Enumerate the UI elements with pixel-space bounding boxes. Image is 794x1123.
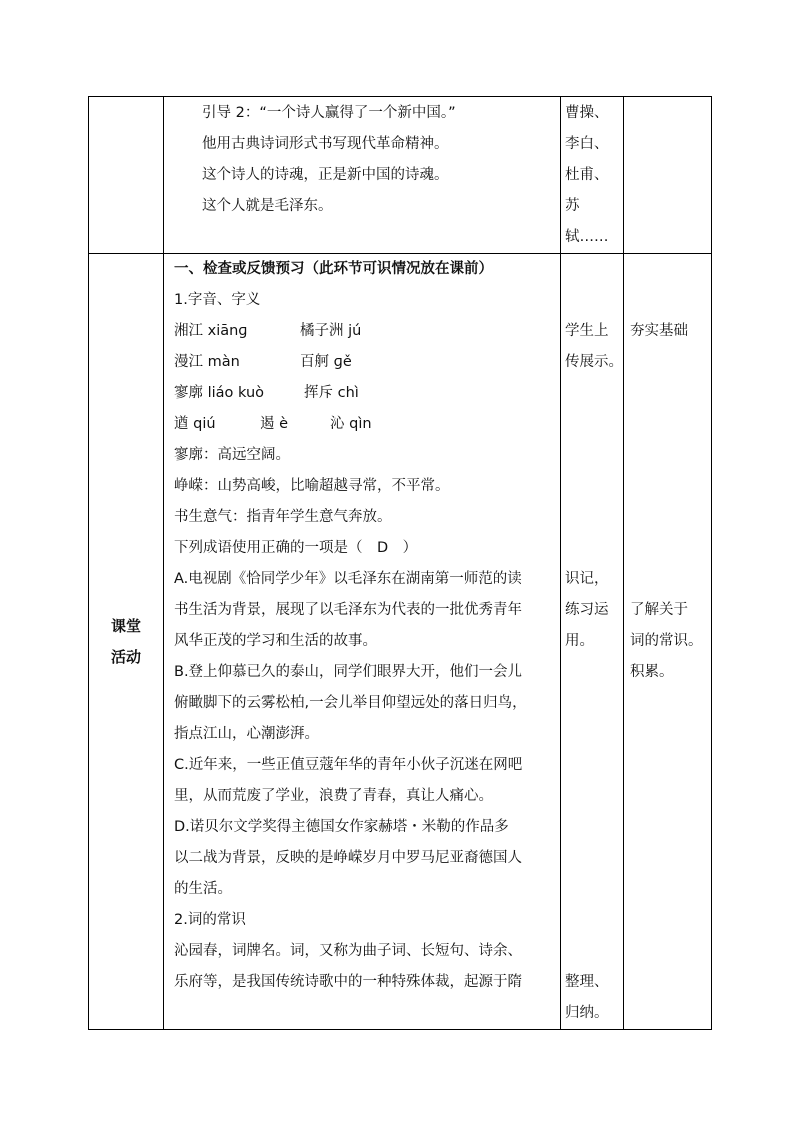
- pinyin-row: [174, 378, 554, 409]
- pinyin-item: 挥斥 chì: [304, 385, 359, 401]
- pinyin-row: [174, 409, 554, 440]
- guide-line: 这个人就是毛泽东。: [202, 198, 333, 214]
- option-a-line: 书生活为背景，展现了以毛泽东为代表的一批优秀青年: [174, 602, 522, 618]
- label-cell: [89, 254, 164, 1030]
- ci-text-line: 沁园春，词牌名。词，又称为曲子词、长短句、诗余、: [174, 943, 522, 959]
- purpose-cell: [624, 254, 712, 1030]
- pinyin-item: 遏 è: [260, 416, 289, 432]
- option-d-line: D.诺贝尔文学奖得主德国女作家赫塔・米勒的作品多: [174, 819, 509, 835]
- pinyin-row: [174, 316, 554, 347]
- option-b-line: 指点江山，心潮澎湃。: [174, 726, 319, 742]
- pinyin-item: 漫江 màn: [174, 354, 240, 370]
- lesson-plan-table: [88, 96, 712, 1030]
- ci-text-line: 乐府等，是我国传统诗歌中的一种特殊体裁，起源于隋: [174, 974, 522, 990]
- student-line: 李白、: [565, 136, 609, 152]
- student-line: 苏: [565, 198, 580, 214]
- guide-line: 他用古典诗词形式书写现代革命精神。: [202, 136, 449, 152]
- option-b-line: 俯瞰脚下的云雾松柏,一会儿举目仰望远处的落日归鸟，: [174, 695, 527, 711]
- option-c-line: C.近年来，一些正值豆蔻年华的青年小伙子沉迷在网吧: [174, 757, 523, 773]
- student-line: 识记，: [565, 571, 609, 587]
- option-a-line: A.电视剧《恰同学少年》以毛泽东在湖南第一师范的读: [174, 571, 522, 587]
- option-d-line: 以二战为背景，反映的是峥嵘岁月中罗马尼亚裔德国人: [174, 850, 522, 866]
- student-line: 杜甫、: [565, 167, 609, 183]
- purpose-line: 词的常识。: [630, 633, 703, 649]
- pinyin-item: 遒 qiú: [174, 416, 216, 432]
- content-cell: [164, 254, 561, 1030]
- student-activity-cell: [561, 97, 624, 254]
- option-b-line: B.登上仰慕已久的泰山，同学们眼界大开，他们一会儿: [174, 664, 523, 680]
- student-line: 整理、: [565, 974, 609, 990]
- option-c-line: 里，从而荒废了学业，浪费了青春，真让人痛心。: [174, 788, 493, 804]
- definition-line: 寥廓：高远空阔。: [174, 447, 290, 463]
- table-row: [89, 254, 712, 1030]
- section-title: 一、检查或反馈预习（此环节可识情况放在课前）: [174, 261, 493, 277]
- pinyin-item: 湘江 xiānɡ: [174, 323, 248, 339]
- option-d-line: 的生活。: [174, 881, 232, 897]
- pinyin-item: 百舸 ɡě: [300, 354, 352, 370]
- purpose-line: 积累。: [630, 664, 674, 680]
- subsection-heading: 1.字音、字义: [174, 292, 261, 308]
- purpose-line: 夯实基础: [630, 323, 688, 339]
- option-a-line: 风华正茂的学习和生活的故事。: [174, 633, 377, 649]
- purpose-cell-empty: [624, 97, 712, 254]
- pinyin-item: 寥廓 liáo kuò: [174, 385, 265, 401]
- student-line: 用。: [565, 633, 594, 649]
- row-label-line: 课堂: [110, 616, 141, 635]
- student-activity-cell: [561, 254, 624, 1030]
- label-cell-empty: [89, 97, 164, 254]
- student-line: 归纳。: [565, 1005, 609, 1021]
- student-line: 曹操、: [565, 105, 609, 121]
- pinyin-row: [174, 347, 554, 378]
- question-stem: 下列成语使用正确的一项是（ D ）: [174, 540, 418, 556]
- student-line: 传展示。: [565, 354, 623, 370]
- definition-line: 峥嵘：山势高峻，比喻超越寻常，不平常。: [174, 478, 450, 494]
- student-line: 练习运: [565, 602, 609, 618]
- pinyin-item: 沁 qìn: [330, 416, 372, 432]
- student-line: 学生上: [565, 323, 609, 339]
- purpose-line: 了解关于: [630, 602, 688, 618]
- definition-line: 书生意气：指青年学生意气奔放。: [174, 509, 392, 525]
- guide-line: 这个诗人的诗魂，正是新中国的诗魂。: [202, 167, 449, 183]
- subsection-heading: 2.词的常识: [174, 912, 246, 928]
- table-row: [89, 97, 712, 254]
- content-cell: [164, 97, 561, 254]
- guide-line: 引导 2：“一个诗人赢得了一个新中国。”: [202, 105, 456, 121]
- student-line: 轼……: [565, 229, 609, 245]
- row-label-line: 活动: [110, 647, 141, 666]
- pinyin-item: 橘子洲 jú: [300, 323, 362, 339]
